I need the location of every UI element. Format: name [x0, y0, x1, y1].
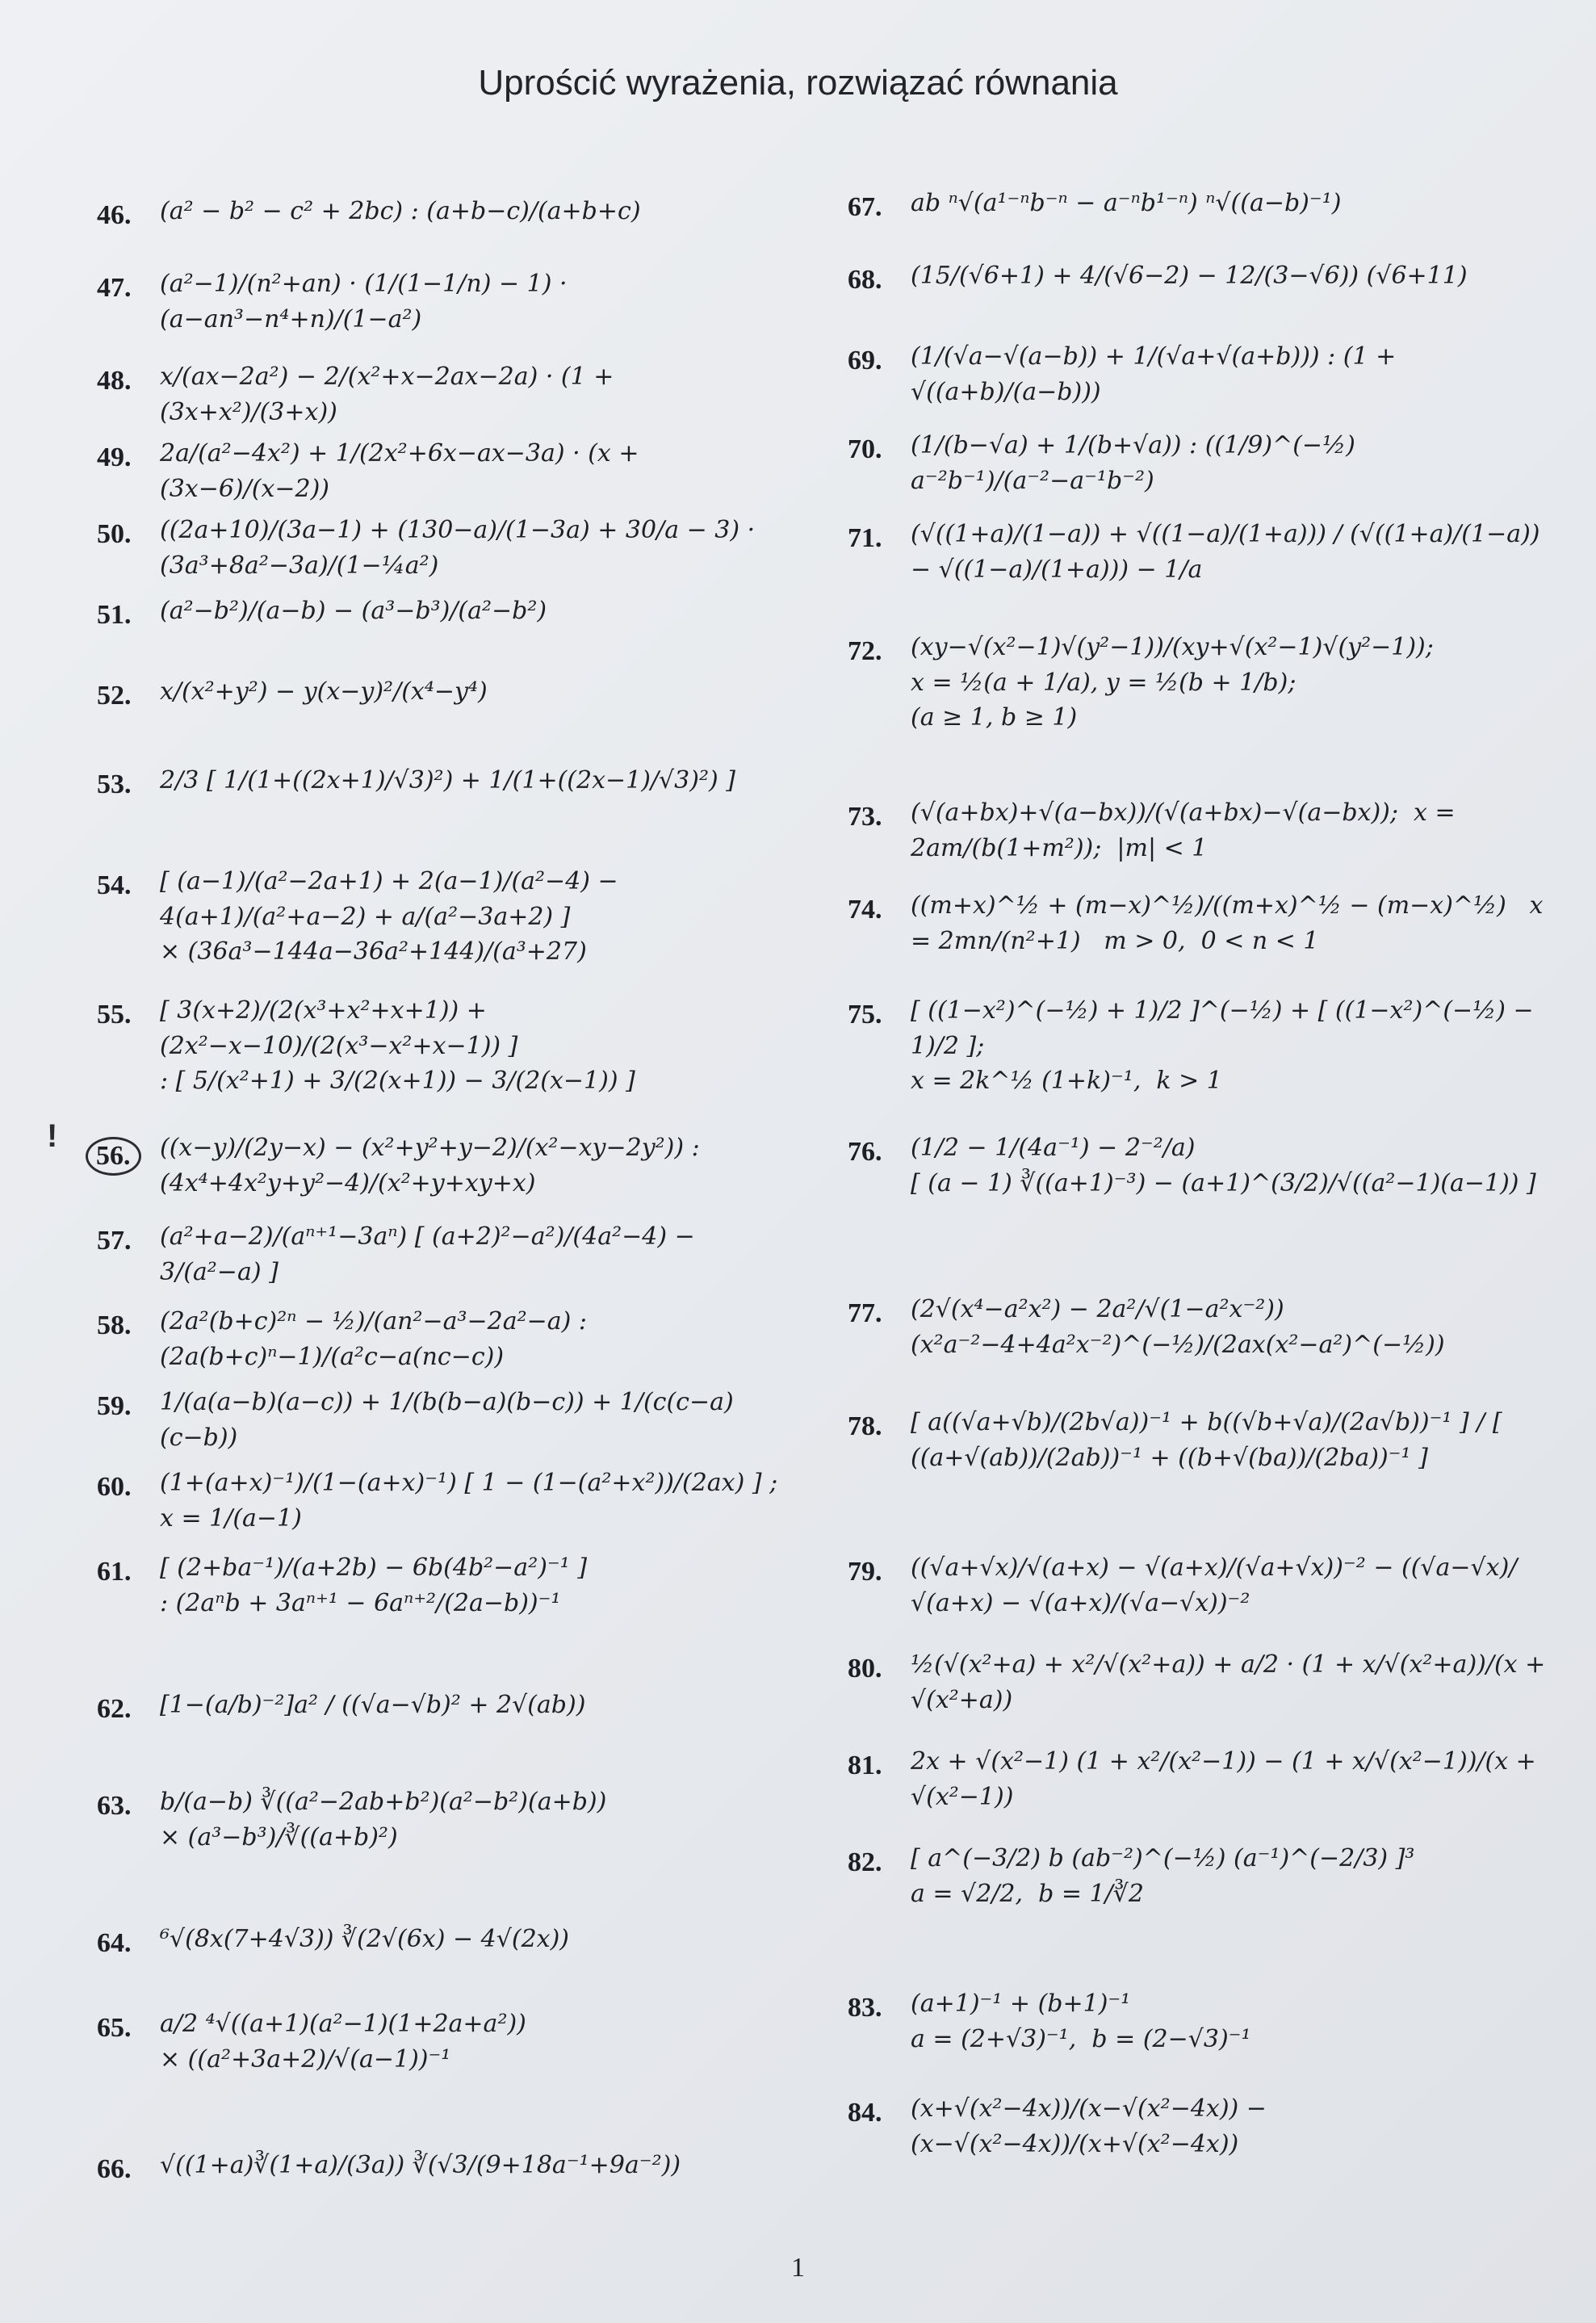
problem-expression: [ (a−1)/(a²−2a+1) + 2(a−1)/(a²−4) − 4(a+1)/(a²+a−2) + a/(a²−3a+2) ] × (36a³−144a−36a²+144)/(a³+27)	[160, 867, 618, 966]
problem-69	[848, 339, 1558, 409]
problem-number: 62.	[97, 1694, 132, 1724]
problem-60	[97, 1466, 791, 1536]
problem-number: 52.	[97, 681, 132, 711]
problem-47	[97, 266, 791, 337]
problem-number	[97, 1130, 160, 1176]
problem-expression: (15/(√6+1) + 4/(√6−2) − 12/(3−√6)) (√6+11)	[911, 262, 1468, 290]
problem-number: 75.	[848, 1000, 882, 1029]
problem-number: 79.	[848, 1557, 882, 1587]
problem-46	[97, 194, 791, 231]
problem-number: 53.	[97, 769, 132, 799]
problem-74	[848, 888, 1558, 958]
problem-48	[97, 359, 791, 430]
problem-83	[848, 1986, 1558, 2057]
problem-number: 58.	[97, 1310, 132, 1340]
problem-53	[97, 763, 791, 800]
problem-number: 77.	[848, 1298, 882, 1328]
problem-67	[848, 186, 1558, 223]
problem-number: 66.	[97, 2154, 132, 2184]
page-title: Uprościć wyrażenia, rozwiązać równania	[478, 63, 1118, 103]
problem-expression: 2x + √(x²−1) (1 + x²/(x²−1)) − (1 + x/√(x²−1))/(x + √(x²−1))	[911, 1747, 1544, 1811]
page-number: 1	[791, 2253, 805, 2283]
problem-number: 65.	[97, 2013, 132, 2043]
problem-82	[848, 1841, 1558, 1911]
problem-number: 54.	[97, 870, 132, 900]
problem-68	[848, 258, 1558, 296]
problem-expression: (a²+a−2)/(aⁿ⁺¹−3aⁿ) [ (a+2)²−a²)/(4a²−4) − 3/(a²−a) ]	[160, 1222, 703, 1286]
problem-number: 64.	[97, 1928, 132, 1958]
problem-number: 74.	[848, 895, 882, 925]
problem-expression: ((m+x)^½ + (m−x)^½)/((m+x)^½ − (m−x)^½) x = 2mn/(n²+1) m > 0, 0 < n < 1	[911, 891, 1551, 955]
problem-expression: x/(x²+y²) − y(x−y)²/(x⁴−y⁴)	[160, 677, 488, 706]
problem-expression: 2a/(a²−4x²) + 1/(2x²+6x−ax−3a) · (x + (3x−6)/(x−2))	[160, 439, 647, 503]
problem-73	[848, 795, 1558, 866]
problem-72	[848, 630, 1558, 736]
problem-56	[97, 1130, 791, 1201]
problem-expression: (xy−√(x²−1)√(y²−1))/(xy+√(x²−1)√(y²−1)); x = ½(a + 1/a), y = ½(b + 1/b); (a ≥ 1, b ≥ 1)	[911, 633, 1434, 732]
problem-number: 67.	[848, 192, 882, 222]
problem-58	[97, 1304, 791, 1374]
problem-number: 60.	[97, 1472, 132, 1502]
problem-65	[97, 2006, 791, 2077]
problem-expression: x/(ax−2a²) − 2/(x²+x−2ax−2a) · (1 + (3x+x²)/(3+x))	[160, 363, 622, 426]
problem-number: 63.	[97, 1791, 132, 1821]
problem-number: 51.	[97, 600, 132, 630]
problem-52	[97, 674, 791, 711]
problem-expression: (a² − b² − c² + 2bc) : (a+b−c)/(a+b+c)	[160, 197, 641, 225]
problem-number: 83.	[848, 1993, 882, 2023]
problem-number: 80.	[848, 1654, 882, 1684]
problem-number: 71.	[848, 523, 882, 553]
problem-number: 46.	[97, 200, 132, 230]
problem-expression: (a²−b²)/(a−b) − (a³−b³)/(a²−b²)	[160, 597, 547, 625]
problem-number: 81.	[848, 1751, 882, 1780]
problem-expression: [ a^(−3/2) b (ab⁻²)^(−½) (a⁻¹)^(−2/3) ]³ a = √2/2, b = 1/∛2	[911, 1844, 1415, 1908]
handwritten-exclamation-mark: !	[47, 1118, 58, 1154]
problem-number: 73.	[848, 802, 882, 832]
problem-expression: [ (2+ba⁻¹)/(a+2b) − 6b(4b²−a²)⁻¹ ] : (2aⁿb + 3aⁿ⁺¹ − 6aⁿ⁺²/(2a−b))⁻¹	[160, 1554, 588, 1617]
problem-75	[848, 993, 1558, 1099]
problem-expression: (√((1+a)/(1−a)) + √((1−a)/(1+a))) / (√((1+a)/(1−a)) − √((1−a)/(1+a))) − 1/a	[911, 520, 1548, 584]
problem-expression: ½(√(x²+a) + x²/√(x²+a)) + a/2 · (1 + x/√(x²+a))/(x + √(x²+a))	[911, 1650, 1553, 1714]
problem-79	[848, 1550, 1558, 1621]
problem-expression: [ a((√a+√b)/(2b√a))⁻¹ + b((√b+√a)/(2a√b))⁻¹ ] / [ ((a+√(ab))/(2ab))⁻¹ + ((b+√(ba))/(2ba))⁻¹ ]	[911, 1408, 1510, 1472]
problem-62	[97, 1688, 791, 1725]
problem-expression: (1+(a+x)⁻¹)/(1−(a+x)⁻¹) [ 1 − (1−(a²+x²))/(2ax) ] ; x = 1/(a−1)	[160, 1469, 785, 1533]
problem-expression: (a+1)⁻¹ + (b+1)⁻¹ a = (2+√3)⁻¹, b = (2−√3)⁻¹	[911, 1990, 1251, 2053]
problem-number: 68.	[848, 265, 882, 295]
problem-expression: ((2a+10)/(3a−1) + (130−a)/(1−3a) + 30/a − 3) · (3a³+8a²−3a)/(1−¼a²)	[160, 516, 763, 580]
problem-number: 61.	[97, 1557, 132, 1587]
problem-expression: ((√a+√x)/√(a+x) − √(a+x)/(√a+√x))⁻² − ((√a−√x)/√(a+x) − √(a+x)/(√a−√x))⁻²	[911, 1554, 1518, 1617]
problem-expression: ((x−y)/(2y−x) − (x²+y²+y−2)/(x²−xy−2y²)) : (4x⁴+4x²y+y²−4)/(x²+y+xy+x)	[160, 1134, 708, 1197]
problem-number: 50.	[97, 519, 132, 549]
problem-expression: 2/3 [ 1/(1+((2x+1)/√3)²) + 1/(1+((2x−1)/√3)²) ]	[160, 766, 735, 795]
problem-expression: (2√(x⁴−a²x²) − 2a²/√(1−a²x⁻²)) (x²a⁻²−4+4a²x⁻²)^(−½)/(2ax(x²−a²)^(−½))	[911, 1295, 1445, 1359]
problem-number: 59.	[97, 1391, 132, 1421]
problem-expression: [ 3(x+2)/(2(x³+x²+x+1)) + (2x²−x−10)/(2(x³−x²+x−1)) ] : [ 5/(x²+1) + 3/(2(x+1)) − 3/(2(x−1)) ]	[160, 996, 635, 1095]
problem-51	[97, 593, 791, 631]
problem-77	[848, 1292, 1558, 1362]
problem-expression: (1/(b−√a) + 1/(b+√a)) : ((1/9)^(−½) a⁻²b⁻¹)/(a⁻²−a⁻¹b⁻²)	[911, 431, 1364, 495]
problem-57	[97, 1219, 791, 1289]
problem-54	[97, 864, 791, 970]
problem-71	[848, 517, 1558, 587]
problem-76	[848, 1130, 1558, 1201]
problem-number: 69.	[848, 346, 882, 375]
problem-expression: [1−(a/b)⁻²]a² / ((√a−√b)² + 2√(ab))	[160, 1691, 586, 1719]
problem-expression: (1/2 − 1/(4a⁻¹) − 2⁻²/a) [ (a − 1) ∛((a+1)⁻³) − (a+1)^(3/2)/√((a²−1)(a−1)) ]	[911, 1134, 1536, 1197]
problem-55	[97, 993, 791, 1099]
problem-80	[848, 1647, 1558, 1717]
problem-number: 57.	[97, 1226, 132, 1256]
problem-expression: (a²−1)/(n²+an) · (1/(1−1/n) − 1) · (a−an³−n⁴+n)/(1−a²)	[160, 270, 576, 333]
problem-number: 84.	[848, 2098, 882, 2128]
problem-59	[97, 1385, 791, 1455]
problem-expression: 1/(a(a−b)(a−c)) + 1/(b(b−a)(b−c)) + 1/(c(c−a)(c−b))	[160, 1388, 734, 1452]
problem-number: 72.	[848, 636, 882, 666]
problem-70	[848, 428, 1558, 498]
problem-number: 48.	[97, 366, 132, 396]
problem-number: 78.	[848, 1411, 882, 1441]
problem-61	[97, 1550, 791, 1621]
problem-expression: (√(a+bx)+√(a−bx))/(√(a+bx)−√(a−bx)); x = 2am/(b(1+m²)); |m| < 1	[911, 799, 1464, 862]
problem-expression: a/2 ⁴√((a+1)(a²−1)(1+2a+a²)) × ((a²+3a+2)/√(a−1))⁻¹	[160, 2010, 526, 2074]
problem-50	[97, 513, 791, 583]
problem-number: 76.	[848, 1137, 882, 1167]
problem-expression: b/(a−b) ∛((a²−2ab+b²)(a²−b²)(a+b)) × (a³−b³)/∛((a+b)²)	[160, 1788, 607, 1851]
problem-expression: (2a²(b+c)²ⁿ − ½)/(an²−a³−2a²−a) : (2a(b+c)ⁿ−1)/(a²c−a(nc−c))	[160, 1307, 595, 1371]
problem-expression: (x+√(x²−4x))/(x−√(x²−4x)) − (x−√(x²−4x))/(x+√(x²−4x))	[911, 2094, 1275, 2158]
problem-number: 55.	[97, 1000, 132, 1029]
problem-expression: [ ((1−x²)^(−½) + 1)/2 ]^(−½) + [ ((1−x²)^(−½) − 1)/2 ]; x = 2k^½ (1+k)⁻¹, k > 1	[911, 996, 1534, 1095]
problem-number: 70.	[848, 434, 882, 464]
problem-84	[848, 2091, 1558, 2162]
problem-number: 49.	[97, 442, 132, 472]
problem-expression: ab ⁿ√(a¹⁻ⁿb⁻ⁿ − a⁻ⁿb¹⁻ⁿ) ⁿ√((a−b)⁻¹)	[911, 189, 1342, 217]
problem-66	[97, 2148, 791, 2185]
circled-problem-number: 56.	[86, 1137, 141, 1176]
problem-64	[97, 1922, 791, 1959]
problem-number: 47.	[97, 273, 132, 303]
problem-81	[848, 1744, 1558, 1814]
problem-number: 82.	[848, 1847, 882, 1877]
problem-63	[97, 1784, 791, 1855]
problem-49	[97, 436, 791, 506]
problem-78	[848, 1405, 1558, 1475]
problem-expression: √((1+a)∛(1+a)/(3a)) ∛(√3/(9+18a⁻¹+9a⁻²))	[160, 2151, 681, 2179]
problem-expression: (1/(√a−√(a−b)) + 1/(√a+√(a+b))) : (1 + √((a+b)/(a−b)))	[911, 342, 1404, 406]
problem-expression: ⁶√(8x(7+4√3)) ∛(2√(6x) − 4√(2x))	[160, 1925, 569, 1953]
